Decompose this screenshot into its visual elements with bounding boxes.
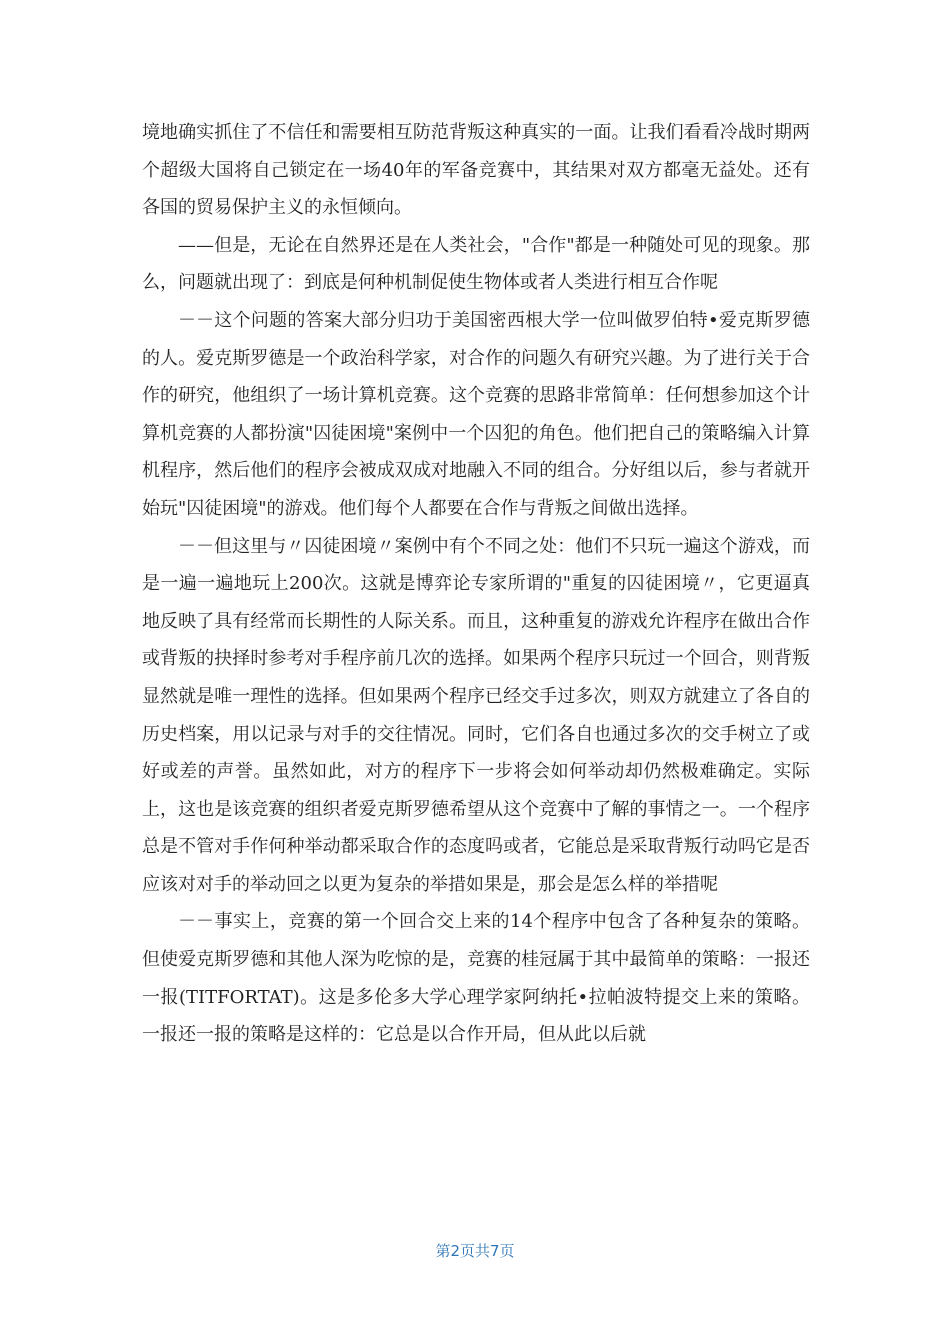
page-number-footer: 第2页共7页 xyxy=(435,1242,515,1260)
paragraph-2: ——但是，无论在自然界还是在人类社会，"合作"都是一种随处可见的现象。那么，问题就出现了：到底是何种机制促使生物体或者人类进行相互合作呢 xyxy=(142,234,810,294)
document-body xyxy=(142,114,810,1054)
paragraph-3: －－这个问题的答案大部分归功于美国密西根大学一位叫做罗伯特•爱克斯罗德的人。爱克斯罗德是一个政治科学家，对合作的问题久有研究兴趣。为了进行关于合作的研究，他组织了一场计算机竞赛。这个竞赛的思路非常简单：任何想参加这个计算机竞赛的人都扮演"囚徒困境"案例中一个囚犯的角色。他们把自己的策略编入计算机程序，然后他们的程序会被成双成对地融入不同的组合。分好组以后，参与者就开始玩"囚徒困境"的游戏。他们每个人都要在合作与背叛之间做出选择。 xyxy=(142,309,810,519)
paragraph-1: 境地确实抓住了不信任和需要相互防范背叛这种真实的一面。让我们看看冷战时期两个超级大国将自己锁定在一场40年的军备竞赛中，其结果对双方都毫无益处。还有各国的贸易保护主义的永恒倾向。 xyxy=(142,122,810,219)
paragraph-5: －－事实上，竞赛的第一个回合交上来的14个程序中包含了各种复杂的策略。但使爱克斯罗德和其他人深为吃惊的是，竞赛的桂冠属于其中最简单的策略：一报还一报(TITFORTAT)。这是多伦多大学心理学家阿纳托•拉帕波特提交上来的策略。一报还一报的策略是这样的：它总是以合作开局，但从此以后就 xyxy=(142,911,810,1046)
paragraph-4: －－但这里与〃囚徒困境〃案例中有个不同之处：他们不只玩一遍这个游戏，而是一遍一遍地玩上200次。这就是博弈论专家所谓的"重复的囚徒困境〃，它更逼真地反映了具有经常而长期性的人际关系。而且，这种重复的游戏允许程序在做出合作或背叛的抉择时参考对手程序前几次的选择。如果两个程序只玩过一个回合，则背叛显然就是唯一理性的选择。但如果两个程序已经交手过多次，则双方就建立了各自的历史档案，用以记录与对手的交往情况。同时，它们各自也通过多次的交手树立了或好或差的声誉。虽然如此，对方的程序下一步将会如何举动却仍然极难确定。实际上，这也是该竞赛的组织者爱克斯罗德希望从这个竞赛中了解的事情之一。一个程序总是不管对手作何种举动都采取合作的态度吗或者，它能总是采取背叛行动吗它是否应该对对手的举动回之以更为复杂的举措如果是，那会是怎么样的举措呢 xyxy=(142,535,810,895)
